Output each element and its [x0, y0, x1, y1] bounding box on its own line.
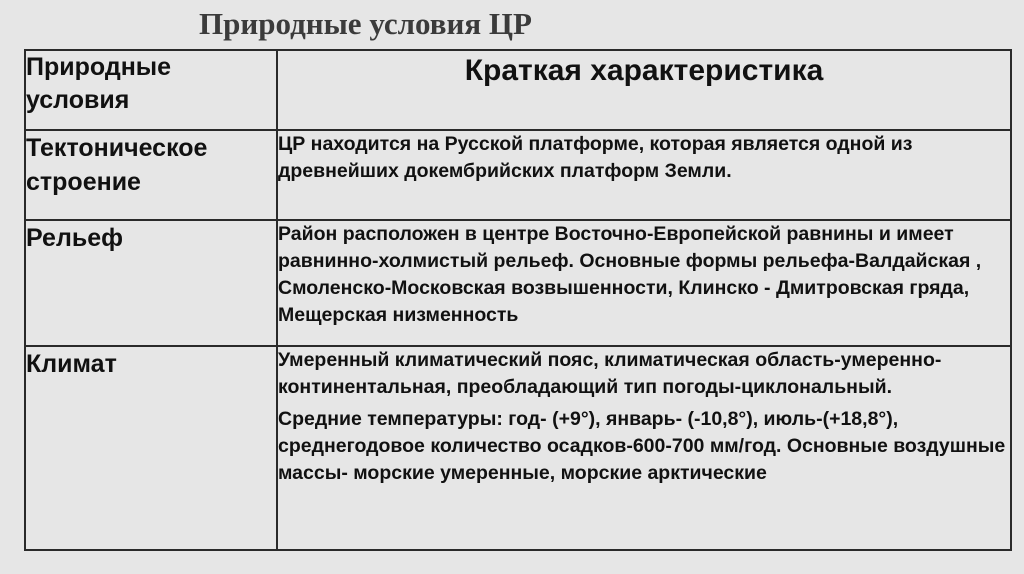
row-description-climate	[277, 346, 1011, 550]
table-row	[25, 130, 1011, 220]
row-label-climate: Климат	[25, 346, 277, 550]
table-header-row	[25, 50, 1011, 130]
header-natural-conditions: Природные условия	[25, 50, 277, 130]
description-paragraph: Умеренный климатический пояс, климатическая область-умеренно-континентальная, преобладающий тип погоды-циклональный.	[278, 349, 942, 398]
natural-conditions-table	[24, 49, 1012, 551]
description-paragraph: Средние температуры: год- (+9°), январь- (-10,8°), июль-(+18,8°), среднегодовое количество осадков-600-700 мм/год. Основные воздушные массы- морские умеренные, морские арктические	[278, 408, 1006, 484]
table-row	[25, 346, 1011, 550]
header-brief-characteristic: Краткая характеристика	[277, 50, 1011, 130]
description-paragraph: Район расположен в центре Восточно-Европейской равнины и имеет равнинно-холмистый рельеф. Основные формы рельефа-Валдайская , Смоленско-Московская возвышенности, Клинско - Дмитровская гряда, Мещерская низменность	[278, 223, 982, 326]
row-label-relief: Рельеф	[25, 220, 277, 346]
row-description-relief	[277, 220, 1011, 346]
row-description-tectonic-structure	[277, 130, 1011, 220]
slide-title: Природные условия ЦР	[199, 6, 532, 41]
table-row	[25, 220, 1011, 346]
row-label-tectonic-structure: Тектоническое строение	[25, 130, 277, 220]
description-paragraph: ЦР находится на Русской платформе, которая является одной из древнейших докембрийских платформ Земли.	[278, 133, 913, 182]
